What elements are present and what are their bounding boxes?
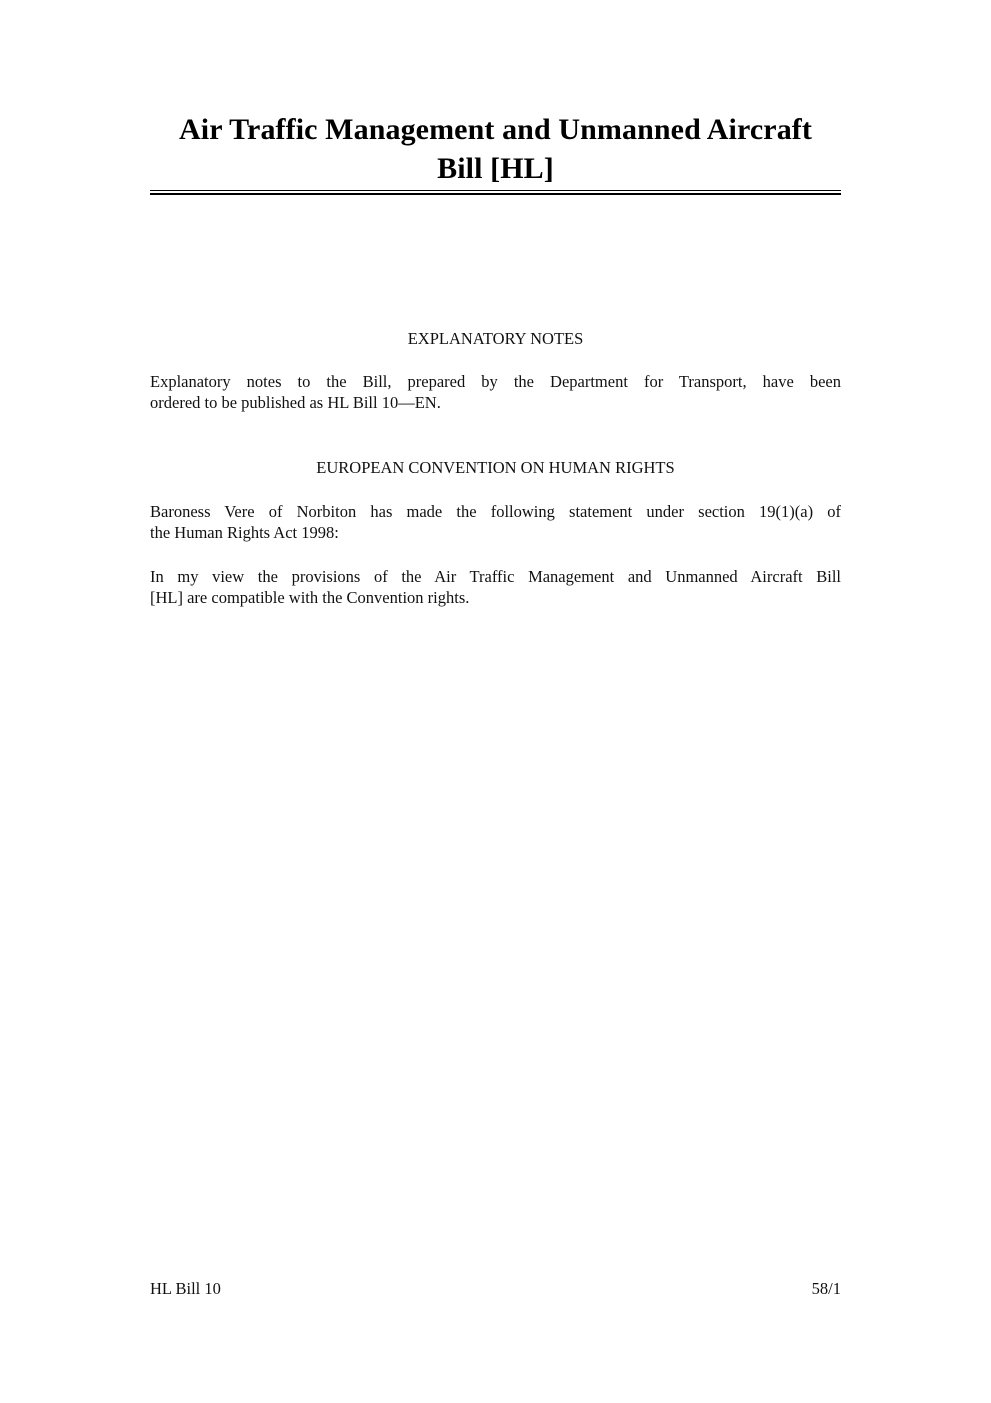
footer-print-number: 58/1 [811, 1279, 841, 1298]
title-rule-thin [150, 190, 841, 191]
paragraph-line: [HL] are compatible with the Convention rights. [150, 588, 470, 607]
page-footer [150, 1278, 841, 1299]
paragraph-line: Explanatory notes to the Bill, prepared by the Department for Transport, have been [150, 372, 841, 391]
document-page [150, 0, 841, 1403]
paragraph-line: In my view the provisions of the Air Traffic Management and Unmanned Aircraft Bill [150, 567, 841, 586]
paragraph-line: Baroness Vere of Norbiton has made the following statement under section 19(1)(a) of [150, 502, 841, 521]
compatibility-statement [150, 566, 841, 608]
echr-heading: EUROPEAN CONVENTION ON HUMAN RIGHTS [316, 458, 675, 477]
title-rule-thick [150, 193, 841, 195]
footer-bill-reference: HL Bill 10 [150, 1279, 221, 1298]
explanatory-notes-paragraph [150, 371, 841, 413]
ministerial-statement-intro [150, 501, 841, 543]
paragraph-line: the Human Rights Act 1998: [150, 523, 339, 542]
bill-title-line-1: Air Traffic Management and Unmanned Aircraft [179, 113, 812, 146]
bill-title-line-2: Bill [HL] [437, 152, 554, 185]
paragraph-line: ordered to be published as HL Bill 10—EN. [150, 393, 441, 412]
bill-title [150, 110, 841, 188]
explanatory-notes-heading: EXPLANATORY NOTES [407, 329, 584, 348]
